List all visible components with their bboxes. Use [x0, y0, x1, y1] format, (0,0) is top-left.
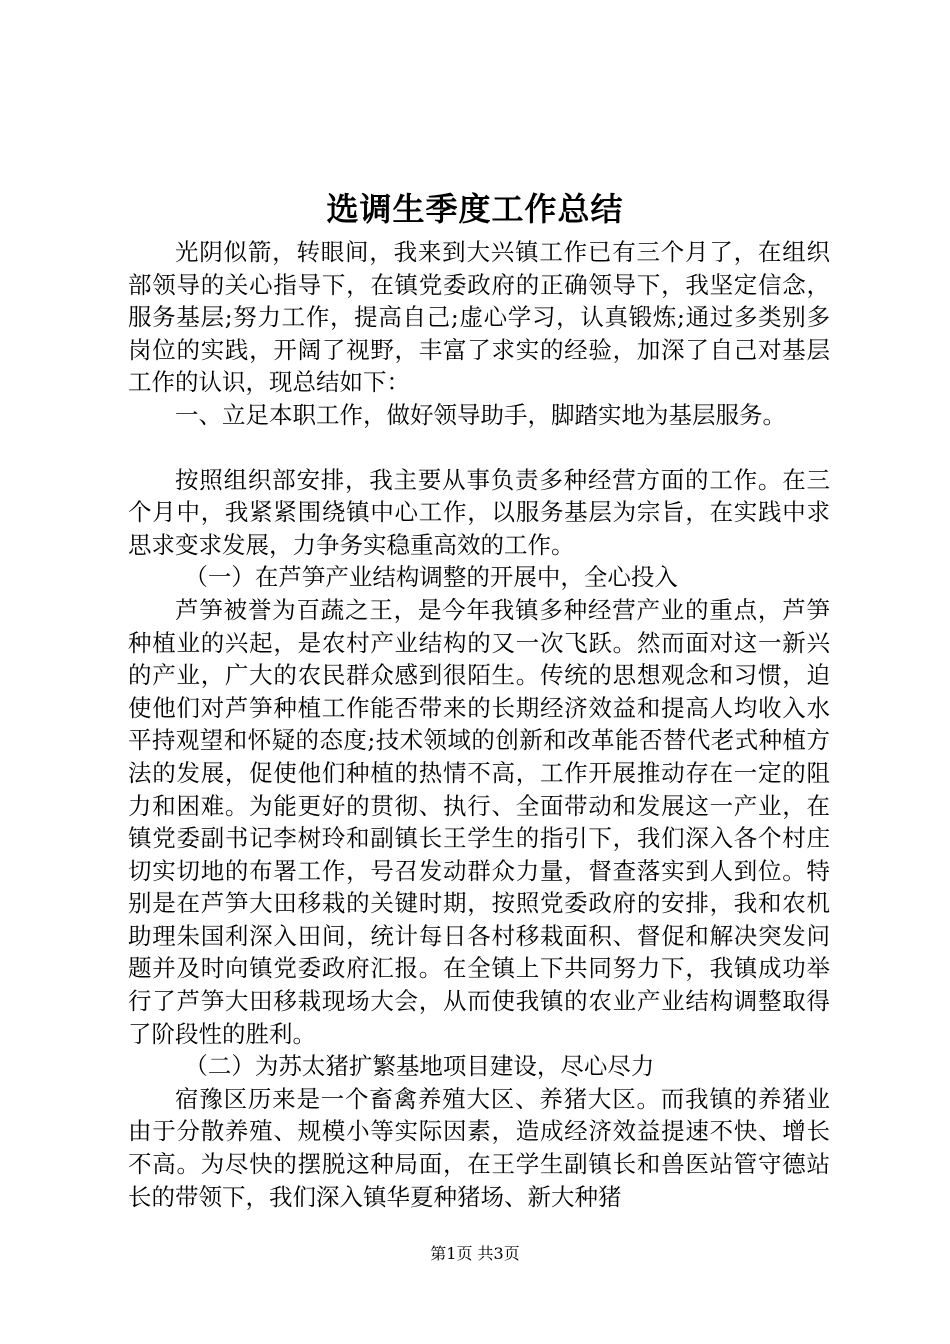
document-title: 选调生季度工作总结	[326, 190, 624, 228]
paragraph-intro: 光阴似箭，转眼间，我来到大兴镇工作已有三个月了，在组织部领导的关心指导下，在镇党委政府的正确领导下，我坚定信念，服务基层;努力工作，提高自己;虚心学习，认真锻炼;通过多类别多岗位的实践，开阔了视野，丰富了求实的经验，加深了自己对基层工作的认识，现总结如下：	[128, 238, 830, 397]
paragraph-asparagus: 芦笋被誉为百蔬之王，是今年我镇多种经营产业的重点，芦笋种植业的兴起，是农村产业结构的又一次飞跃。然而面对这一新兴的产业，广大的农民群众感到很陌生。传统的思想观念和习惯，迫使他们对芦笋种植工作能否带来的长期经济效益和提高人均收入水平持观望和怀疑的态度;技术领域的创新和改革能否替代老式种植方法的发展，促使他们种植的热情不高，工作开展推动存在一定的阻力和困难。为能更好的贯彻、执行、全面带动和发展这一产业，在镇党委副书记李树玲和副镇长王学生的指引下，我们深入各个村庄切实切地的布署工作，号召发动群众力量，督查落实到人到位。特别是在芦笋大田移栽的关键时期，按照党委政府的安排，我和农机助理朱国利深入田间，统计每日各村移栽面积、督促和解决突发问题并及时向镇党委政府汇报。在全镇上下共同努力下，我镇成功举行了芦笋大田移栽现场大会，从而使我镇的农业产业结构调整取得了阶段性的胜利。	[128, 595, 830, 1048]
page-footer: 第1页 共3页	[430, 1244, 520, 1263]
section-heading-1: 一、立足本职工作，做好领导助手，脚踏实地为基层服务。	[175, 400, 786, 429]
document-body	[128, 236, 830, 1213]
paragraph-duty: 按照组织部安排，我主要从事负责多种经营方面的工作。在三个月中，我紧紧围绕镇中心工作，以服务基层为宗旨，在实践中求思求变求发展，力争务实稳重高效的工作。	[128, 465, 830, 559]
paragraph-pig-farming: 宿豫区历来是一个畜禽养殖大区、养猪大区。而我镇的养猪业由于分散养殖、规模小等实际因素，造成经济效益提速不快、增长不高。为尽快的摆脱这种局面，在王学生副镇长和兽医站管守德站长的带领下，我们深入镇华夏种猪场、新大种猪	[128, 1084, 830, 1211]
subsection-heading-2: （二）为苏太猪扩繁基地项目建设，尽心尽力	[184, 1052, 655, 1081]
subsection-heading-1: （一）在芦笋产业结构调整的开展中，全心投入	[184, 563, 678, 592]
